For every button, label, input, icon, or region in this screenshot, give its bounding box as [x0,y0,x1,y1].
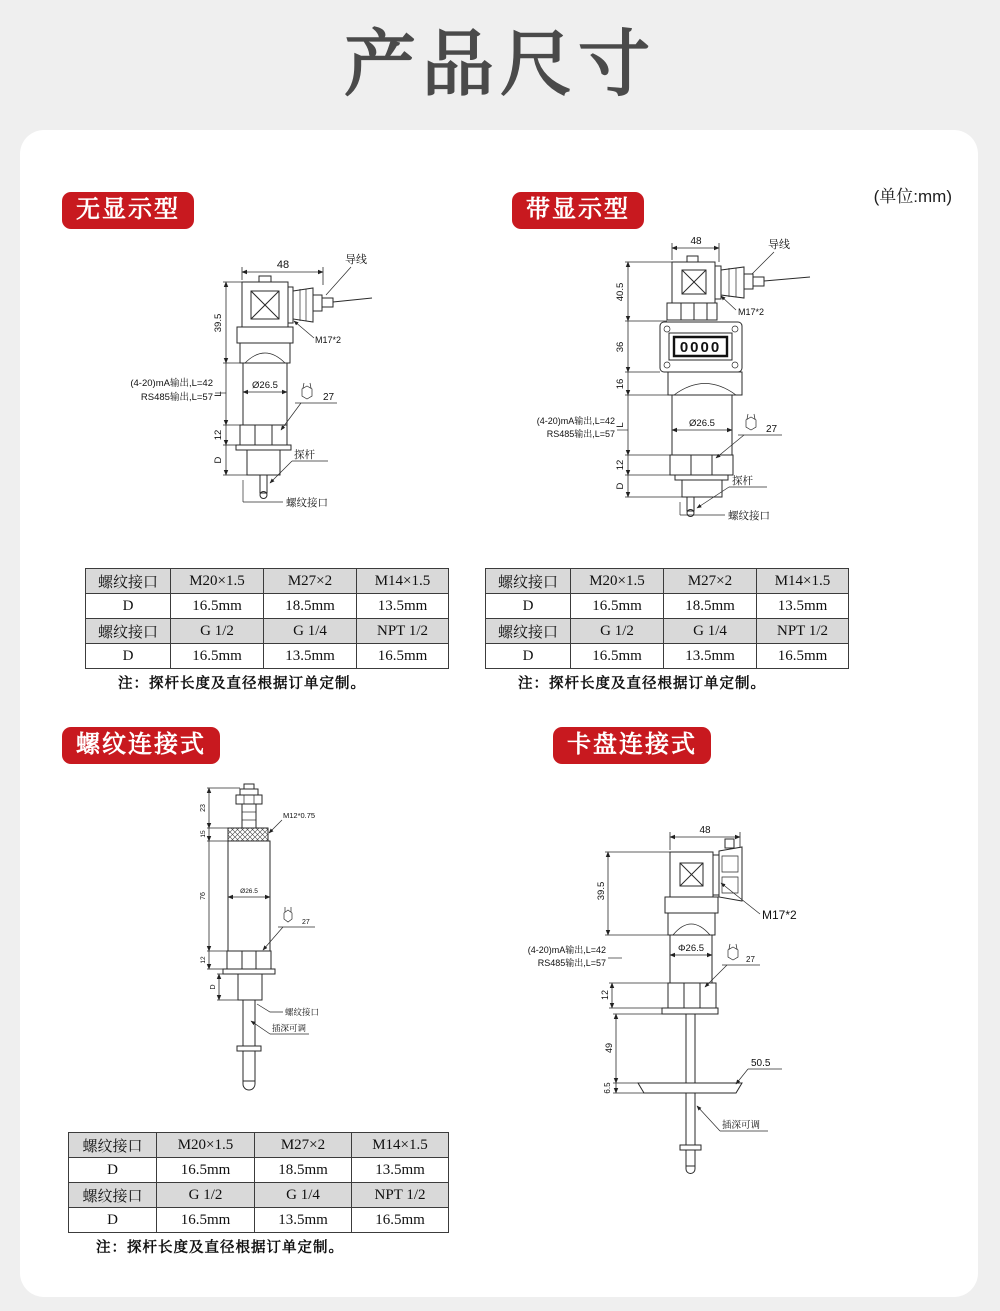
table-cell: D [69,1158,157,1183]
nut-collar [236,445,291,450]
thread-port-label: 螺纹接口 [286,497,328,509]
table-note-no-display: 注：探杆长度及直径根据订单定制。 [118,676,366,692]
disc-dia-label: 50.5 [751,1058,771,1069]
hex-nut [668,983,716,1008]
dim-disc-t-label: 6.5 [603,1082,612,1094]
probe-label: 探杆 [294,449,315,461]
conn-thread-label: M17*2 [315,335,342,345]
table-cell: G 1/4 [264,619,357,644]
wrench-callout [705,944,760,987]
probe-adj-callout [697,1106,768,1131]
dim-upper-probe-label: 49 [604,1042,614,1054]
dim-table-no-display [85,568,449,669]
table-cell: 16.5mm [571,644,664,669]
table-cell: 16.5mm [357,644,449,669]
table-cell: 18.5mm [255,1158,352,1183]
conn-thread-label: M17*2 [762,908,797,922]
table-cell: 16.5mm [352,1208,449,1233]
dome [240,343,290,363]
connector-head [242,276,288,327]
table-cell: 螺纹接口 [486,619,571,644]
table-cell: 13.5mm [255,1208,352,1233]
dim-body-dia [670,943,712,955]
wrench-label: 27 [766,424,778,435]
wire-label: 导线 [345,254,367,266]
table-cell: D [86,594,171,619]
wire-callout [326,252,367,295]
nut-collar [223,969,275,974]
probe-label: 探杆 [732,475,753,487]
output-note [130,377,226,403]
probe-upper [686,1014,695,1083]
dim-width [672,236,719,262]
table-cell: 16.5mm [571,594,664,619]
dim-hex-h-label: 12 [213,429,224,441]
cable-gland [288,287,372,323]
thread-port-label: 螺纹接口 [728,510,770,522]
dim-hex-h-label: 12 [600,989,610,1001]
cable-gland [715,266,810,299]
probe [260,475,267,499]
plug-connector [236,784,262,828]
dim-table-with-display [485,568,849,669]
table-cell: 13.5mm [357,594,449,619]
output-note [528,944,622,968]
table-cell: M27×2 [264,569,357,594]
dim-width [242,259,323,285]
table-cell: 16.5mm [157,1208,255,1233]
table-cell: M27×2 [664,569,757,594]
table-cell: G 1/2 [571,619,664,644]
table-cell: M14×1.5 [352,1133,449,1158]
table-cell: M20×1.5 [171,569,264,594]
badge-clamp: 卡盘连接式 [553,727,711,764]
plug-thread-callout [269,811,315,833]
body [243,363,287,425]
dim-thread-len-label: D [615,482,626,490]
table-cell: 16.5mm [757,644,849,669]
table-cell: M27×2 [255,1133,352,1158]
thread-port-callout [257,1004,319,1017]
connector-head [670,852,713,897]
table-cell: 16.5mm [171,594,264,619]
nut-collar [662,1008,718,1014]
body-dia-label: Ø26.5 [689,418,715,429]
collar [237,327,293,343]
wire-label: 导线 [768,239,790,251]
badge-threaded: 螺纹连接式 [62,727,220,764]
table-row [86,594,449,619]
body-dia-label: Ø26.5 [240,888,258,895]
hex-nut [240,425,287,445]
dim-width-label: 48 [690,236,702,247]
probe-adj-label: 插深可调 [272,1023,307,1033]
body-dia-label: Φ26.5 [677,943,705,954]
table-row [486,569,849,594]
dim-height-label: 39.5 [213,313,224,333]
drawing-with-display [520,232,850,532]
table-cell: 18.5mm [264,594,357,619]
table-cell: 螺纹接口 [69,1133,157,1158]
table-cell: 螺纹接口 [86,569,171,594]
dim-width-label: 48 [699,825,711,836]
display-module [660,322,742,372]
conn-thread-callout [294,321,341,345]
hex-nut [670,455,733,475]
table-cell: 螺纹接口 [69,1183,157,1208]
page-title: 产品尺寸 [343,25,656,105]
unit-note: (单位:mm) [873,187,952,206]
table-cell: M14×1.5 [357,569,449,594]
probe [687,497,694,517]
disc-flange [638,1083,742,1093]
table-row [86,569,449,594]
dim-height-label: 39.5 [596,881,607,901]
table-cell: 13.5mm [664,644,757,669]
probe-lower [680,1093,701,1174]
dim-plug-h-label: 23 [200,804,207,812]
wrench-callout [263,907,315,950]
badge-with-display: 带显示型 [512,192,644,229]
table-cell: G 1/4 [664,619,757,644]
table-row [69,1133,449,1158]
output-line2: RS485输出,L=57 [140,392,213,403]
dim-hex-h-label: 12 [200,956,207,964]
table-cell: M20×1.5 [571,569,664,594]
table-row [486,594,849,619]
display-value: 0000 [679,339,722,356]
table-cell: M20×1.5 [157,1133,255,1158]
wrench-label: 27 [746,955,755,964]
dim-height-label: 40.5 [615,282,626,302]
dim-body-dia [243,380,287,392]
table-note-with-display: 注：探杆长度及直径根据订单定制。 [518,676,766,692]
dim-body-len-label: L [615,422,626,428]
table-cell: NPT 1/2 [352,1183,449,1208]
table-cell: G 1/2 [157,1183,255,1208]
left-dims [200,788,240,1000]
dome [668,913,715,935]
table-cell: D [86,644,171,669]
dim-display-h-label: 36 [615,341,626,353]
thread-port-label: 螺纹接口 [285,1007,320,1017]
table-cell: 螺纹接口 [486,569,571,594]
table-cell: 13.5mm [757,594,849,619]
output-line1: (4-20)mA输出,L=42 [130,378,213,389]
table-cell: D [69,1208,157,1233]
output-line2: RS485输出,L=57 [546,429,615,439]
table-cell: 16.5mm [157,1158,255,1183]
dim-hex-h-label: 12 [615,459,626,471]
table-row [69,1158,449,1183]
table-cell: D [486,644,571,669]
dim-table-threaded [68,1132,449,1233]
dim-body-len-label: 76 [200,892,207,900]
collar [665,897,718,913]
probe-adj-label: 插深可调 [722,1120,761,1131]
hex-nut [227,951,271,969]
table-cell: 13.5mm [264,644,357,669]
thread-block [247,450,280,475]
nut-collar [675,475,728,480]
drawing-no-display [95,245,395,530]
dim-body-dia [672,418,732,430]
left-dims [596,852,686,1094]
wire-callout [752,237,790,274]
wrench-label: 27 [302,919,310,926]
probe [237,1000,261,1090]
table-row [486,619,849,644]
output-line1: (4-20)mA输出,L=42 [536,416,615,426]
drawing-clamp [520,825,820,1190]
knurl-band [228,828,268,841]
dim-thread-len-label: D [210,984,217,990]
dim-body-dia [228,888,270,897]
connector-head [672,256,715,303]
table-cell: G 1/4 [255,1183,352,1208]
cable-clamp [713,839,742,901]
output-line1: (4-20)mA输出,L=42 [527,945,606,955]
table-cell: NPT 1/2 [357,619,449,644]
dim-body-len-label: L [213,391,224,397]
dim-width-label: 48 [276,259,290,271]
badge-no-display: 无显示型 [62,192,194,229]
table-cell: G 1/2 [171,619,264,644]
wrench-callout [281,383,337,430]
thread-block [682,480,722,497]
output-line2: RS485输出,L=57 [537,958,606,968]
neck [668,372,742,395]
table-cell: 螺纹接口 [86,619,171,644]
disc-dia-callout [736,1058,782,1084]
dim-neck-h-label: 16 [615,378,626,390]
conn-thread-label: M17*2 [738,307,765,317]
conn-thread-callout [721,883,797,922]
table-cell: 18.5mm [664,594,757,619]
thread-port-callout [243,480,328,509]
table-row [486,644,849,669]
hex-collar [667,303,717,320]
thread-block [238,974,262,1000]
wrench-label: 27 [323,392,335,403]
drawing-threaded [185,782,360,1102]
table-row [69,1208,449,1233]
wrench-callout [716,414,782,458]
dim-thread-len-label: D [213,456,224,464]
table-cell: NPT 1/2 [757,619,849,644]
table-cell: M14×1.5 [757,569,849,594]
dim-width [670,825,740,850]
table-cell: 13.5mm [352,1158,449,1183]
table-row [69,1183,449,1208]
table-row [86,644,449,669]
probe-callout [697,474,767,508]
table-row [86,619,449,644]
conn-thread-callout [721,296,764,317]
probe-adj-callout [251,1021,309,1034]
dim-knurl-h-label: 15 [200,830,207,838]
probe-callout [270,448,328,483]
table-cell: D [486,594,571,619]
table-cell: 16.5mm [171,644,264,669]
table-note-threaded: 注：探杆长度及直径根据订单定制。 [96,1240,344,1256]
body [228,841,270,951]
plug-thread-label: M12*0.75 [283,811,316,820]
body-dia-label: Ø26.5 [252,380,278,391]
